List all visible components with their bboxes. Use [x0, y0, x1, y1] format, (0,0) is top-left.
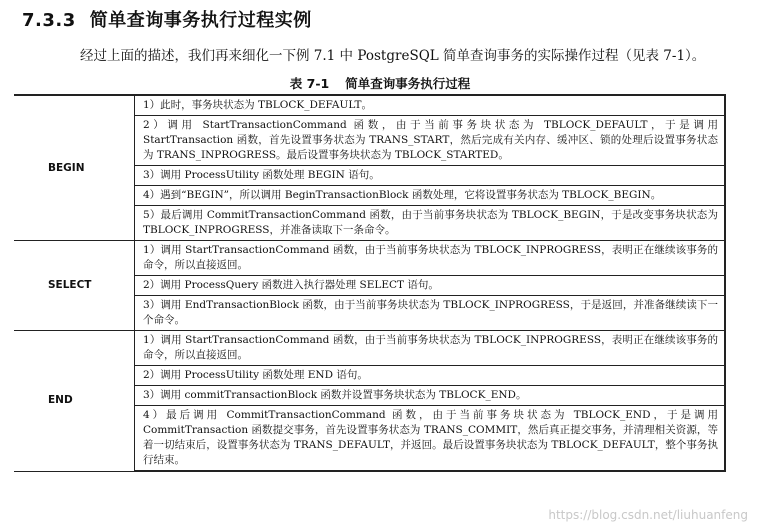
table-caption — [0, 74, 760, 92]
intro-paragraph: 经过上面的描述，我们再来细化一下例 7.1 中 PostgreSQL 简单查询事务的实际操作过程（见表 7-1）。 — [80, 48, 706, 64]
step-description: 2）调用 ProcessQuery 函数进入执行器处理 SELECT 语句。 — [135, 276, 726, 296]
watermark: https://blog.csdn.net/liuhuanfeng — [548, 508, 748, 522]
table-caption-title: 简单查询事务执行过程 — [345, 76, 471, 91]
step-description: 2）调用 ProcessUtility 函数处理 END 语句。 — [135, 366, 726, 386]
table-row — [14, 331, 725, 366]
step-description: 5）最后调用 CommitTransactionCommand 函数，由于当前事务块状态为 TBLOCK_BEGIN，于是改变事务块状态为 TBLOCK_INPROGRESS，并准备读取下一条命令。 — [135, 206, 726, 241]
section-heading — [22, 6, 312, 32]
step-description: 3）调用 EndTransactionBlock 函数，由于当前事务块状态为 TBLOCK_INPROGRESS，于是返回，并准备继续读下一个命令。 — [135, 296, 726, 331]
transaction-steps-table — [14, 94, 726, 472]
phase-label-select: SELECT — [14, 241, 135, 331]
table-row — [14, 241, 725, 276]
phase-label-end: END — [14, 331, 135, 472]
step-description: 1）调用 StartTransactionCommand 函数，由于当前事务块状态为 TBLOCK_INPROGRESS，表明正在继续该事务的命令，所以直接返回。 — [135, 241, 726, 276]
phase-label-begin: BEGIN — [14, 95, 135, 241]
step-description: 2）调用 StartTransactionCommand 函数，由于当前事务块状态为 TBLOCK_DEFAULT，于是调用 StartTransaction 函数，首先设置事务状态为 TRANS_START，然后完成有关内存、缓冲区、锁的处理后设置事务状态为 TRANS_INPROGRESS。最后设置事务块状态为 TBLOCK_STARTED。 — [135, 116, 726, 166]
step-description: 3）调用 ProcessUtility 函数处理 BEGIN 语句。 — [135, 166, 726, 186]
table-caption-number: 表 7-1 — [289, 76, 330, 91]
section-number: 7.3.3 — [22, 10, 76, 31]
step-description: 4）最后调用 CommitTransactionCommand 函数，由于当前事务块状态为 TBLOCK_END，于是调用 CommitTransaction 函数提交事务，首先设置事务状态为 TRANS_COMMIT，然后真正提交事务，并清理相关资源，等着一切结束后，设置事务状态为 TRANS_DEFAULT，并返回。最后设置事务块状态为 TBLOCK_DEFAULT，整个事务执行结束。 — [135, 406, 726, 472]
section-title: 简单查询事务执行过程实例 — [89, 10, 312, 31]
table-row — [14, 95, 725, 116]
step-description: 3）调用 commitTransactionBlock 函数并设置事务块状态为 TBLOCK_END。 — [135, 386, 726, 406]
step-description: 1）调用 StartTransactionCommand 函数，由于当前事务块状态为 TBLOCK_INPROGRESS，表明正在继续该事务的命令，所以直接返回。 — [135, 331, 726, 366]
step-description: 1）此时，事务块状态为 TBLOCK_DEFAULT。 — [135, 95, 726, 116]
step-description: 4）遇到“BEGIN”，所以调用 BeginTransactionBlock 函数处理，它将设置事务状态为 TBLOCK_BEGIN。 — [135, 186, 726, 206]
